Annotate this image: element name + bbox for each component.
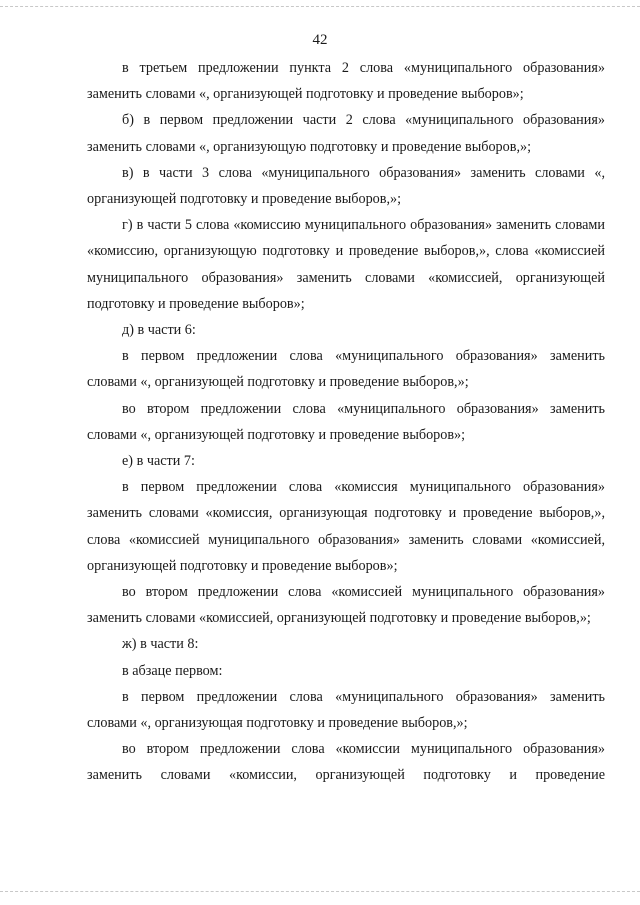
paragraph: в первом предложении слова «муниципального образования» заменить словами «, организующей подготовку и проведение выборов,»; (87, 348, 605, 391)
scan-bottom-edge (0, 891, 640, 893)
paragraph: в первом предложении слова «муниципального образования» заменить словами «, организующая подготовку и проведение выборов,»; (87, 688, 605, 732)
paragraph: б) в первом предложении части 2 слова «муниципального образования» заменить словами «, организующую подготовку и проведение выборов,»; (87, 112, 605, 155)
paragraph: в абзаце первом: (122, 662, 223, 679)
paragraph: во втором предложении слова «комиссией муниципального образования» заменить словами «комиссией, организующей подготовку и проведение выборов,»; (87, 584, 605, 627)
paragraph: ж) в части 8: (122, 636, 199, 653)
scan-top-edge (0, 6, 640, 8)
paragraph: в первом предложении слова «комиссия муниципального образования» заменить словами «комиссия, организующая подготовку и проведение выборов,», слова «комиссией муниципального образования» заменить словами «комиссией, организующей подготовку и проведение выборов»; (87, 479, 605, 574)
paragraph: д) в части 6: (122, 322, 196, 339)
paragraph: в) в части 3 слова «муниципального образования» заменить словами «, организующей подготовку и проведение выборов,»; (87, 164, 605, 208)
page-number: 42 (312, 32, 328, 48)
paragraph: е) в части 7: (122, 453, 195, 470)
paragraph: во втором предложении слова «комиссии муниципального образования» заменить словами «комиссии, организующей подготовку и проведение (87, 741, 605, 784)
document-body (87, 55, 605, 789)
paragraph: во втором предложении слова «муниципального образования» заменить словами «, организующей подготовку и проведение выборов»; (87, 400, 605, 443)
paragraph: в третьем предложении пункта 2 слова «муниципального образования» заменить словами «, организующей подготовку и проведение выборов»; (87, 60, 605, 103)
paragraph: г) в части 5 слова «комиссию муниципального образования» заменить словами «комиссию, организующую подготовку и проведение выборов,», слова «комиссией муниципального образования» заменить словами «комиссией, организующей подготовку и проведение выборов»; (87, 217, 605, 312)
